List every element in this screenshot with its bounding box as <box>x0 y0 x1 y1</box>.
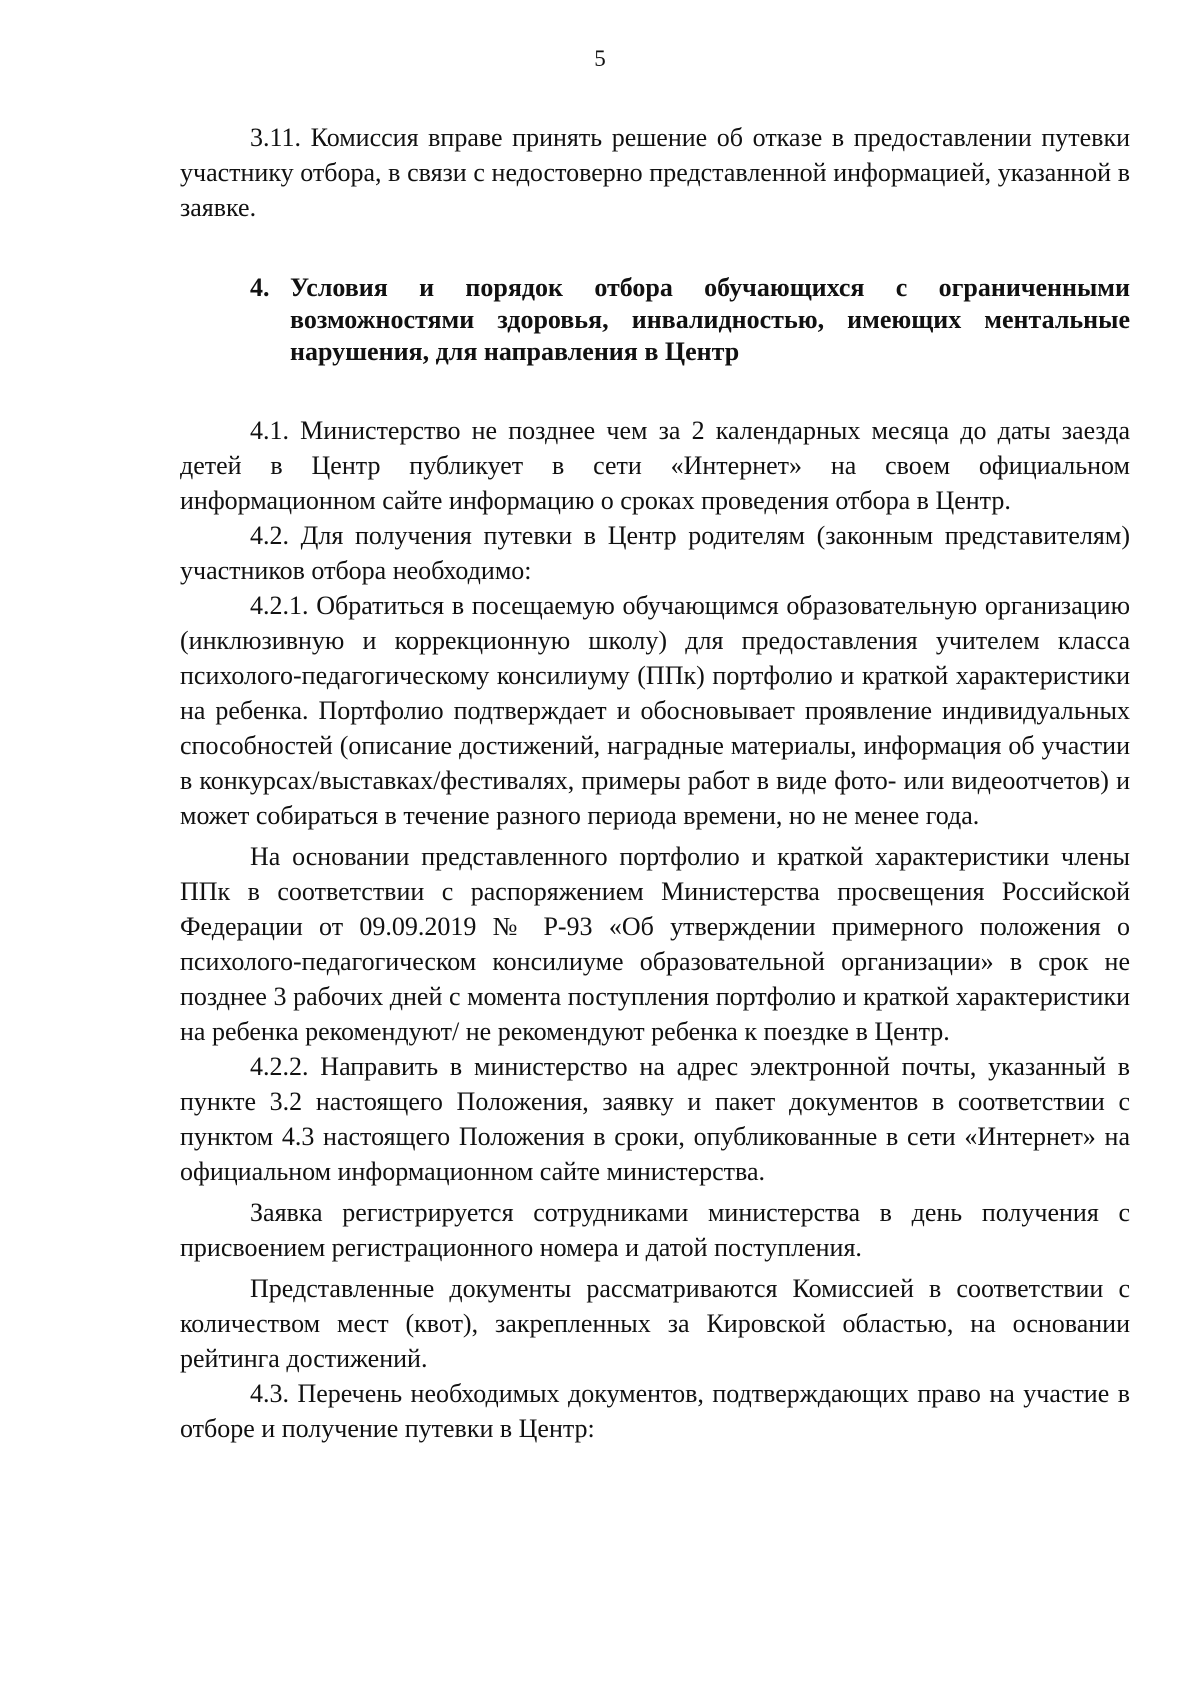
paragraph-3-11: 3.11. Комиссия вправе принять решение об отказе в предоставлении путевки участнику отбора, в связи с недостоверно представленной информацией, указанной в заявке. <box>180 123 1130 222</box>
paragraph-4-3: 4.3. Перечень необходимых документов, подтверждающих право на участие в отборе и получение путевки в Центр: <box>180 1379 1130 1443</box>
paragraph-registration: Заявка регистрируется сотрудниками министерства в день получения с присвоением регистрационного номера и датой поступления. <box>180 1198 1130 1262</box>
page-number: 5 <box>594 46 606 71</box>
paragraph-ppk: На основании представленного портфолио и краткой характеристики члены ППк в соответствии с распоряжением Министерства просвещения Российской Федерации от 09.09.2019 № Р-93 «Об утверждении примерного положения о психолого-педагогическом консилиуме образовательной организации» в срок не позднее 3 рабочих дней с момента поступления портфолио и краткой характеристики на ребенка рекомендуют/ не рекомендуют ребенка к поездке в Центр. <box>180 842 1130 1046</box>
section-title: Условия и порядок отбора обучающихся с ограниченными возможностями здоровья, инвалидностью, имеющих ментальные нарушения, для направления в Центр <box>290 273 1130 366</box>
paragraph-4-1: 4.1. Министерство не позднее чем за 2 календарных месяца до даты заезда детей в Центр публикует в сети «Интернет» на своем официальном информационном сайте информацию о сроках проведения отбора в Центр. <box>180 416 1130 515</box>
paragraph-commission: Представленные документы рассматриваются Комиссией в соответствии с количеством мест (квот), закрепленных за Кировской областью, на основании рейтинга достижений. <box>180 1274 1130 1373</box>
paragraph-4-2: 4.2. Для получения путевки в Центр родителям (законным представителям) участников отбора необходимо: <box>180 521 1130 585</box>
paragraph-4-2-2: 4.2.2. Направить в министерство на адрес электронной почты, указанный в пункте 3.2 настоящего Положения, заявку и пакет документов в соответствии с пунктом 4.3 настоящего Положения в сроки, опубликованные в сети «Интернет» на официальном информационном сайте министерства. <box>180 1052 1130 1186</box>
document-body <box>180 120 1130 1446</box>
paragraph-4-2-1: 4.2.1. Обратиться в посещаемую обучающимся образовательную организацию (инклюзивную и коррекционную школу) для предоставления учителем класса психолого-педагогическому консилиуму (ППк) портфолио и краткой характеристики на ребенка. Портфолио подтверждает и обосновывает проявление индивидуальных способностей (описание достижений, наградные материалы, информация об участии в конкурсах/выставках/фестивалях, примеры работ в виде фото- или видеоотчетов) и может собираться в течение разного периода времени, но не менее года. <box>180 591 1130 830</box>
section-heading <box>180 272 1130 368</box>
section-number: 4. <box>250 273 270 302</box>
